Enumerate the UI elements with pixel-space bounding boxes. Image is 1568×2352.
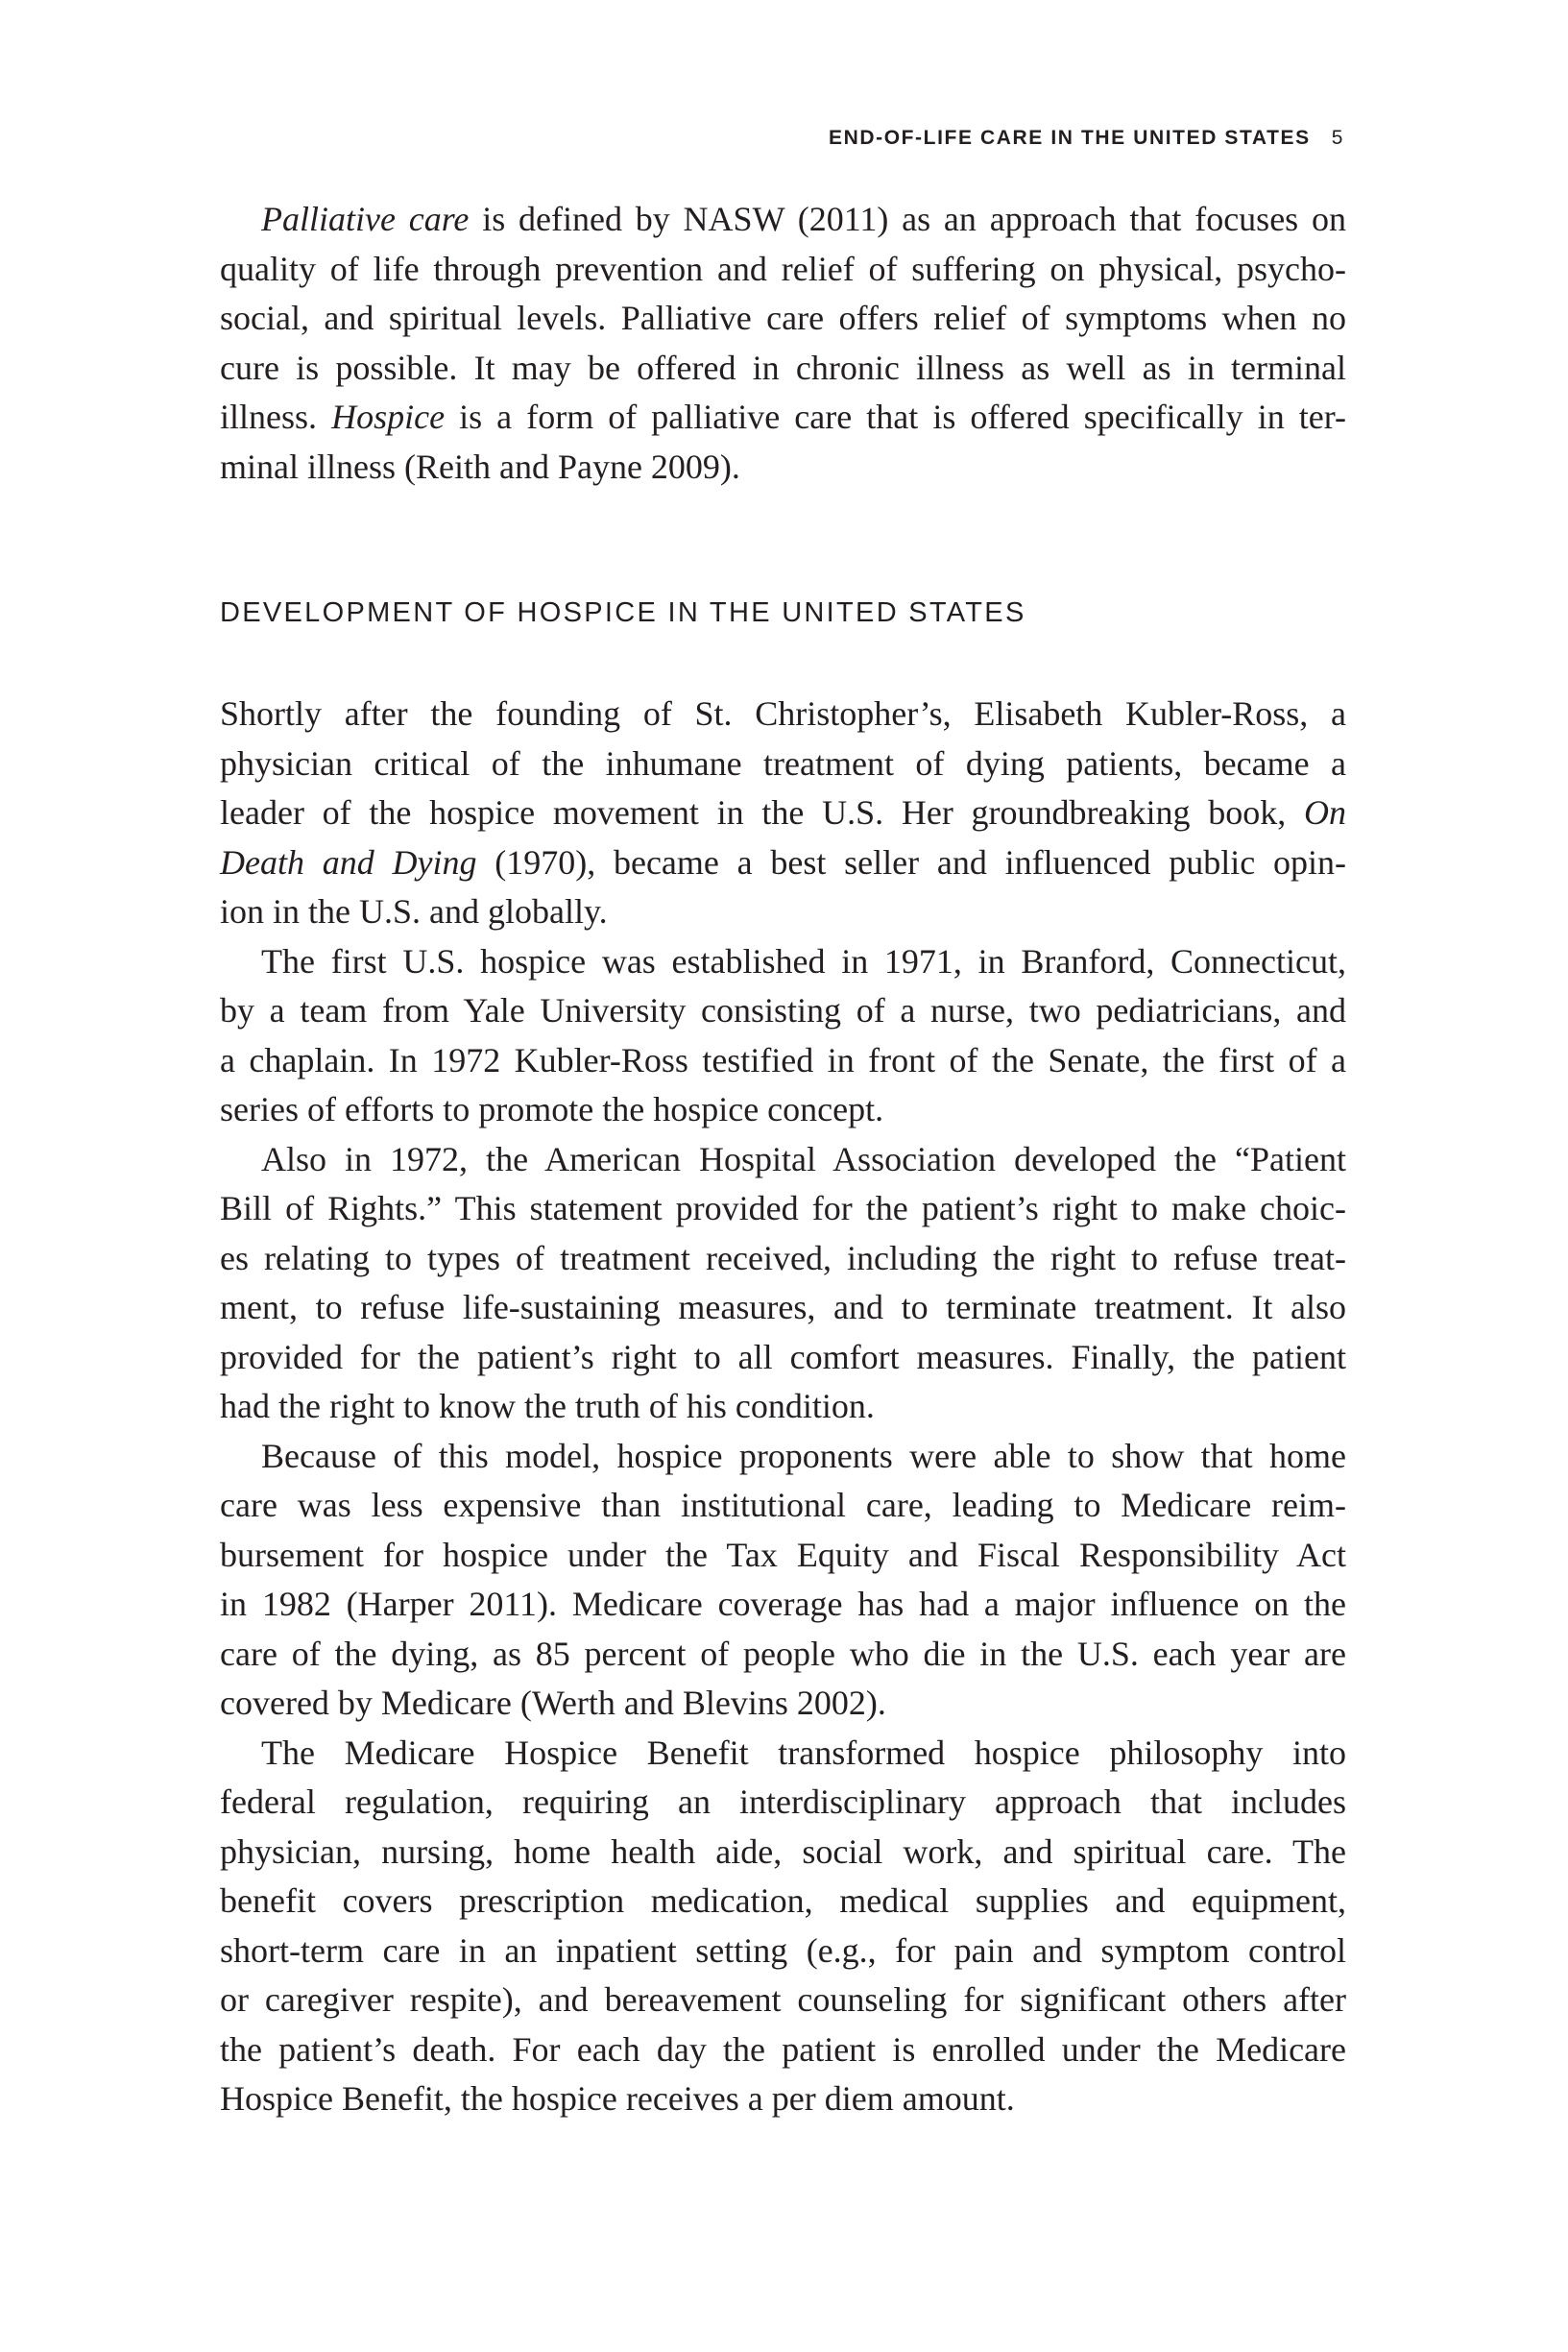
text-line: bursement for hospice under the Tax Equity and Fiscal Responsibility Act: [220, 1535, 1346, 1574]
text-line: illness. Hospice is a form of palliative care that is offered specifically in ter-: [220, 398, 1347, 436]
text-line: ion in the U.S. and globally.: [220, 892, 608, 931]
text-line: series of efforts to promote the hospice concept.: [220, 1090, 884, 1128]
text-line: The Medicare Hospice Benefit transformed hospice philosophy into: [261, 1733, 1346, 1772]
section-heading: DEVELOPMENT OF HOSPICE IN THE UNITED STATES: [220, 597, 1026, 628]
text-line: Shortly after the founding of St. Christopher’s, Elisabeth Kubler-Ross, a: [220, 694, 1346, 733]
term-palliative-care: Palliative care: [261, 200, 470, 238]
text-line: had the right to know the truth of his condition.: [220, 1387, 875, 1425]
intro-paragraph: [220, 195, 1346, 492]
text-line: or caregiver respite), and bereavement counseling for significant others after: [220, 1980, 1346, 2019]
text-line: short-term care in an inpatient setting (e.g., for pain and symptom control: [220, 1930, 1346, 1970]
text-line: a chaplain. In 1972 Kubler-Ross testified in front of the Senate, the first of a: [220, 1040, 1346, 1079]
text-line: cure is possible. It may be offered in chronic illness as well as in terminal: [220, 348, 1346, 387]
running-title: END-OF-LIFE CARE IN THE UNITED STATES: [828, 127, 1311, 149]
text-line: Because of this model, hospice proponents were able to show that home: [261, 1436, 1346, 1475]
page-number: 5: [1331, 127, 1344, 149]
text-line: ment, to refuse life-sustaining measures, and to terminate treatment. It also: [220, 1288, 1346, 1326]
text-line: leader of the hospice movement in the U.S. Her groundbreaking book, On: [220, 793, 1346, 832]
text-line: quality of life through prevention and relief of suffering on physical, psycho-: [220, 249, 1346, 288]
text-line: physician, nursing, home health aide, social work, and spiritual care. The: [220, 1831, 1346, 1871]
section-body: [220, 690, 1346, 2124]
text-line: the patient’s death. For each day the patient is enrolled under the Medicare: [220, 2029, 1346, 2069]
text-line: benefit covers prescription medication, medical supplies and equipment,: [220, 1881, 1346, 1920]
text-line: federal regulation, requiring an interdisciplinary approach that includes: [220, 1782, 1346, 1821]
text-line: provided for the patient’s right to all comfort measures. Finally, the patient: [220, 1337, 1346, 1376]
term-hospice: Hospice: [331, 398, 446, 436]
text-line: Palliative care is defined by NASW (2011) as an approach that focuses on: [261, 200, 1346, 238]
text-line: in 1982 (Harper 2011). Medicare coverage has had a major influence on the: [220, 1585, 1346, 1623]
text-line: care of the dying, as 85 percent of people who die in the U.S. each year are: [220, 1634, 1346, 1673]
text-line: Also in 1972, the American Hospital Association developed the “Patient: [261, 1139, 1346, 1178]
text-line: The first U.S. hospice was established in 1971, in Branford, Connecticut,: [261, 941, 1346, 981]
running-head: [829, 127, 1344, 150]
book-title: Death and Dying: [220, 842, 477, 882]
text-line: social, and spiritual levels. Palliative care offers relief of symptoms when no: [220, 299, 1346, 337]
text-line: Bill of Rights.” This statement provided for the patient’s right to make choic-: [220, 1189, 1346, 1227]
text-line: Hospice Benefit, the hospice receives a per diem amount.: [220, 2079, 1015, 2118]
text-line: es relating to types of treatment received, including the right to refuse treat-: [220, 1238, 1346, 1277]
text-line: physician critical of the inhumane treatment of dying patients, became a: [220, 743, 1346, 783]
text-line: covered by Medicare (Werth and Blevins 2002).: [220, 1684, 886, 1722]
text-line: Death and Dying (1970), became a best seller and influenced public opin-: [220, 842, 1346, 882]
book-title: On: [1304, 793, 1346, 832]
text-line: care was less expensive than institutional care, leading to Medicare reim-: [220, 1486, 1346, 1524]
text-line: by a team from Yale University consisting of a nurse, two pediatricians, and: [220, 991, 1346, 1030]
text-line: minal illness (Reith and Payne 2009).: [220, 447, 740, 486]
